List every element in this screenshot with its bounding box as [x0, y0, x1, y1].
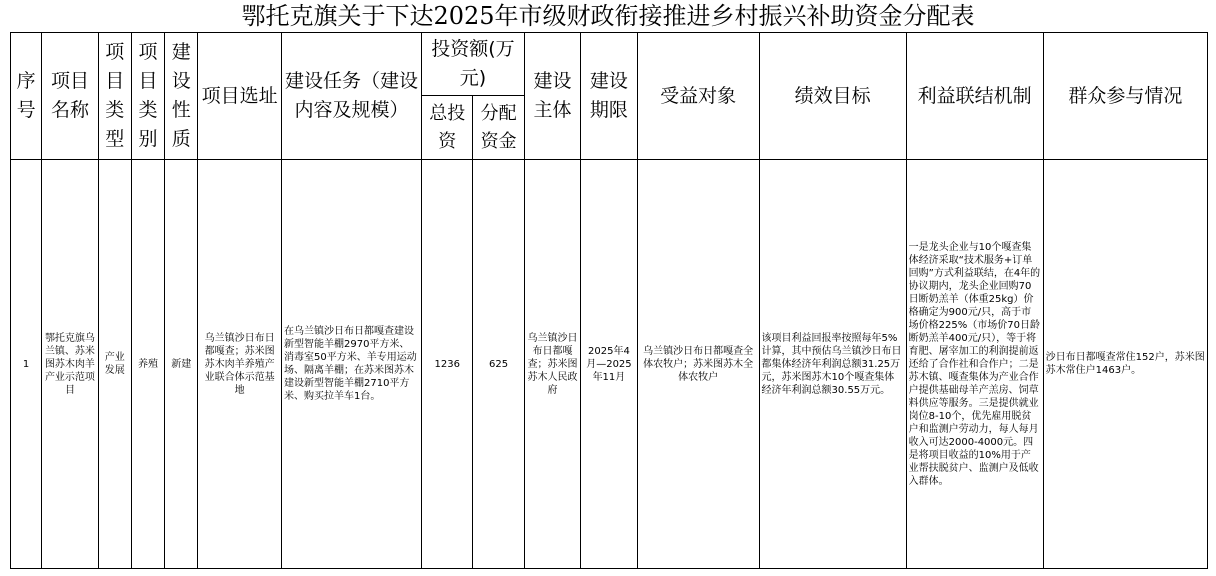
header-task: 建设任务（建设内容及规模）	[281, 33, 421, 160]
header-beneficiary: 受益对象	[637, 33, 759, 160]
header-row	[11, 33, 1208, 96]
cell-owner: 乌兰镇沙日布日都嘎查；苏米图苏木人民政府	[524, 160, 580, 569]
cell-type: 产业发展	[98, 160, 131, 569]
header-performance: 绩效目标	[759, 33, 906, 160]
header-category: 项目类别	[131, 33, 164, 160]
cell-task: 在乌兰镇沙日布日都嘎查建设新型智能羊棚2970平方米、消毒室50平方米、羊专用运动场、隔离羊棚；在苏米图苏木建设新型智能羊棚2710平方米、购买拉羊车1台。	[281, 160, 421, 569]
header-mechanism: 利益联结机制	[906, 33, 1043, 160]
header-owner: 建设主体	[524, 33, 580, 160]
cell-name: 鄂托克旗乌兰镇、苏米图苏木肉羊产业示范项目	[42, 160, 98, 569]
header-name: 项目名称	[42, 33, 98, 160]
header-nature: 建设性质	[165, 33, 198, 160]
header-period: 建设期限	[581, 33, 637, 160]
cell-category: 养殖	[131, 160, 164, 569]
cell-participation: 沙日布日都嘎查常住152户，苏米图苏木常住户1463户。	[1043, 160, 1207, 569]
header-seq: 序号	[11, 33, 42, 160]
header-participation: 群众参与情况	[1043, 33, 1207, 160]
header-total: 总投资	[422, 96, 473, 160]
cell-seq: 1	[11, 160, 42, 569]
table-row	[11, 160, 1208, 569]
header-type: 项目类型	[98, 33, 131, 160]
cell-location: 乌兰镇沙日布日都嘎查；苏米图苏木肉羊养殖产业联合体示范基地	[198, 160, 282, 569]
cell-beneficiary: 乌兰镇沙日布日都嘎查全体农牧户；苏米图苏木全体农牧户	[637, 160, 759, 569]
cell-nature: 新建	[165, 160, 198, 569]
page-title: 鄂托克旗关于下达2025年市级财政衔接推进乡村振兴补助资金分配表	[241, 2, 975, 30]
cell-performance: 该项目利益回报率按照每年5%计算，其中预估乌兰镇沙日布日都集体经济年利润总额31.25万元，苏米图苏木10个嘎查集体经济年利润总额30.55万元。	[759, 160, 906, 569]
cell-allocated: 625	[473, 160, 524, 569]
header-investment: 投资额(万元)	[422, 33, 525, 96]
cell-period: 2025年4月—2025年11月	[581, 160, 637, 569]
allocation-table	[10, 32, 1208, 569]
header-allocated: 分配资金	[473, 96, 524, 160]
cell-total: 1236	[422, 160, 473, 569]
header-location: 项目选址	[198, 33, 282, 160]
cell-mechanism: 一是龙头企业与10个嘎查集体经济采取“技术服务+订单回购”方式利益联结，在4年的协议期内，龙头企业回购70日断奶羔羊（体重25kg）价格确定为900元/只，高于市场价格225%（市场价70日龄断奶羔羊400元/只），等于将育肥、屠宰加工的利润提前返还给了合作社和合作户；二是苏木镇、嘎查集体为产业合作户提供基础母羊产羔房、饲草料供应等服务。三是提供就业岗位8-10个，优先雇用脱贫户和监测户劳动力，每人每月收入可达2000-4000元。四是将项目收益的10%用于产业帮扶脱贫户、监测户及低收入群体。	[906, 160, 1043, 569]
